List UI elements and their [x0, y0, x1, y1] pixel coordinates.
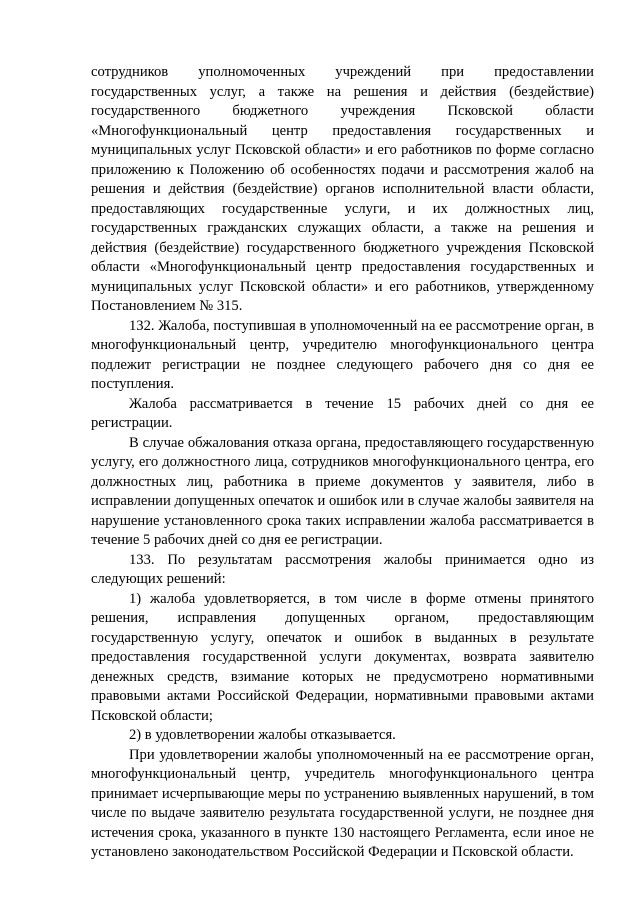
- paragraph-3: Жалоба рассматривается в течение 15 рабочих дней со дня ее регистрации.: [91, 395, 594, 431]
- paragraph-6: 1) жалоба удовлетворяется, в том числе в форме отмены принятого решения, исправления допущенных органом, предоставляющим государственную услугу, опечаток и ошибок в выданных в результате предоставления государственной услуги документах, возврата заявителю денежных средств, взимание которых не предусмотрено нормативными правовыми актами Российской Федерации, нормативными правовыми актами Псковской области;: [91, 590, 594, 724]
- paragraph-7: 2) в удовлетворении жалобы отказывается.: [129, 727, 396, 743]
- document-page: [91, 63, 594, 863]
- paragraph-5: 133. По результатам рассмотрения жалобы принимается одно из следующих решений:: [91, 551, 594, 587]
- paragraph-8: При удовлетворении жалобы уполномоченный на ее рассмотрение орган, многофункциональный центр, учредитель многофункционального центра принимает исчерпывающие меры по устранению выявленных нарушений, в том числе по выдаче заявителю результата государственной услуги, не позднее дня истечения срока, указанного в пункте 130 настоящего Регламента, если иное не установлено законодательством Российской Федерации и Псковской области.: [91, 746, 594, 860]
- paragraph-2: 132. Жалоба, поступившая в уполномоченный на ее рассмотрение орган, в многофункциональный центр, учредителю многофункционального центра подлежит регистрации не позднее следующего рабочего дня со дня ее поступления.: [91, 317, 594, 392]
- paragraph-1: сотрудников уполномоченных учреждений при предоставлении государственных услуг, а также на решения и действия (бездействие) государственного бюджетного учреждения Псковской области «Многофункциональный центр предоставления государственных и муниципальных услуг Псковской области» и его работников по форме согласно приложению к Положению об особенностях подачи и рассмотрения жалоб на решения и действия (бездействие) органов исполнительной власти области, предоставляющих государственные услуги, и их должностных лиц, государственных гражданских служащих области, а также на решения и действия (бездействие) государственного бюджетного учреждения Псковской области «Многофункциональный центр предоставления государственных и муниципальных услуг Псковской области» и его работников, утвержденному Постановлением № 315.: [91, 64, 594, 314]
- paragraph-4: В случае обжалования отказа органа, предоставляющего государственную услугу, его должностного лица, сотрудников многофункционального центра, его должностных лиц, работника в приеме документов у заявителя, либо в исправлении допущенных опечаток и ошибок или в случае жалобы заявителя на нарушение установленного срока таких исправлении жалоба рассматривается в течение 5 рабочих дней со дня ее регистрации.: [91, 434, 594, 548]
